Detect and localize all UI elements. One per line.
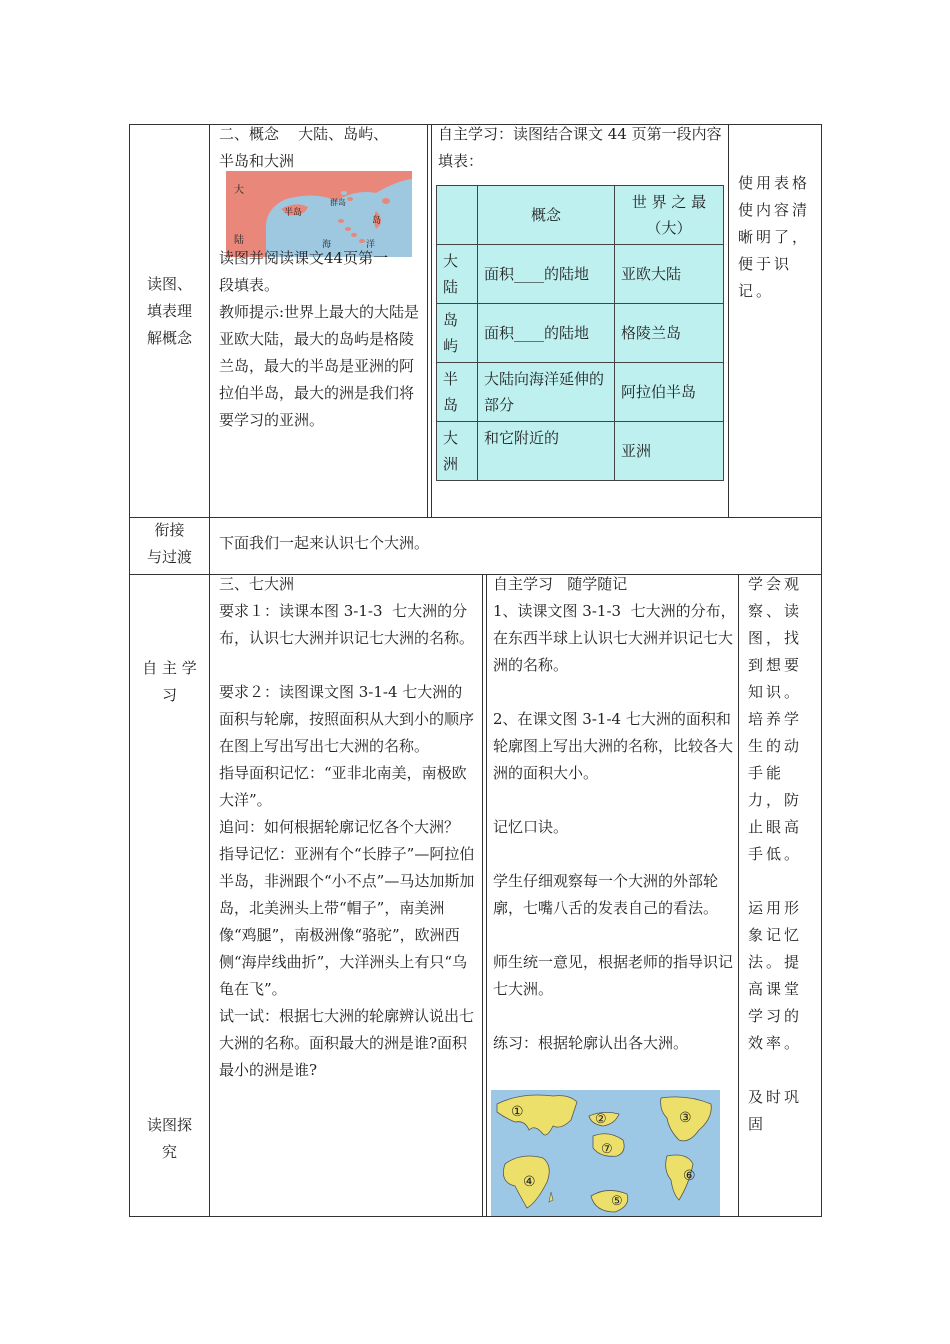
row-concept: 面积____的陆地 <box>478 245 615 304</box>
map-label-bandao: 半岛 <box>284 208 303 218</box>
row3-col3-divider <box>738 574 739 1217</box>
instruction-text: 读图并阅读课文44页第一 段填表。 <box>219 249 389 294</box>
table-row <box>437 245 724 304</box>
row3-label-top: 自 主 学 习 <box>142 659 197 704</box>
table-row <box>437 363 724 422</box>
row1-col2-divider-b <box>431 124 432 518</box>
transition-text: 下面我们一起来认识七个大洲。 <box>219 534 430 552</box>
row3-col2-divider-b <box>486 574 487 1217</box>
row1-label: 读图、 填表理 解概念 <box>146 275 192 347</box>
continents-outline-map <box>491 1090 720 1216</box>
continent-marker-5: ⑤ <box>611 1194 623 1209</box>
row3-design-note: 学会观察、读图，找到想要知识。 培养学生的动手能力，防止眼高手低。 运用形象记忆法。提高课堂学习的效率。 及时巩固 <box>748 575 803 1133</box>
table-row <box>437 422 724 481</box>
row3-col2-divider <box>482 574 483 1217</box>
table-row <box>437 304 724 363</box>
row-concept: 大陆向海洋延伸的部分 <box>478 363 615 422</box>
teacher-hint: 教师提示:世界上最大的大陆是亚欧大陆，最大的岛屿是格陵兰岛，最大的半岛是亚洲的阿拉伯半岛，最大的洲是我们将要学习的亚洲。 <box>219 303 420 429</box>
continents-student-text: 自主学习 随学随记 1、读课文图 3-1-3 七大洲的分布，在东西半球上认识七大洲并识记七大洲的名称。 2、在课文图 3-1-4 七大洲的面积和轮廓图上写出大洲的名称，比较各大洲的面积大小。 记忆口诀。 学生仔细观察每一个大洲的外部轮廓，七嘴八舌的发表自己的看法。 师生统一意见，根据老师的指导识记七大洲。 练习：根据轮廓认出各大洲。 <box>493 575 736 1052</box>
continents-teacher-text: 三、七大洲 要求１：读课本图 3-1-3 七大洲的分布，认识七大洲并识记七大洲的名称。 要求２：读图课文图 3-1-4 七大洲的面积与轮廓，按照面积从大到小的顺序在图上写出写出七大洲的名称。 指导面积记忆：“亚非北南美，南极欧大洋”。 追问：如何根据轮廓记忆各个大洲？ 指导记忆：亚洲有个“长脖子”—阿拉伯半岛，非洲跟个“小不点”—马达加斯加岛，北美洲头上带“帽子”，南美洲像“鸡腿”，南极洲像“骆驼”，欧洲西侧“海岸线曲折”，大洋洲头上有只“乌龟在飞”。 试一试：根据七大洲的轮廓辨认说出七大洲的名称。面积最大的洲是谁?面积最小的洲是谁? <box>219 575 475 1079</box>
map-label-yang: 洋 <box>366 240 376 250</box>
map-label-lu: 陆 <box>234 235 244 246</box>
table-bottom-border <box>129 1216 822 1217</box>
row-name: 大 陆 <box>437 245 478 304</box>
continent-marker-4: ④ <box>523 1174 536 1190</box>
row-name: 岛 屿 <box>437 304 478 363</box>
col1-divider <box>209 124 210 1217</box>
table-header-concept: 概念 <box>478 186 615 245</box>
row-concept: 和它附近的 <box>478 422 615 481</box>
row1-design-note: 使用表格使内容清晰明了，便于识记。 <box>738 174 811 300</box>
table-corner <box>437 186 478 245</box>
row-concept: 面积____的陆地 <box>478 304 615 363</box>
row1-col2-divider <box>427 124 428 518</box>
table-header-max: 世 界 之 最 （大） <box>615 186 724 245</box>
concept-title: 二、概念 大陆、岛屿、 半岛和大洲 <box>219 125 389 170</box>
right-border <box>821 124 822 1217</box>
row-name: 大 洲 <box>437 422 478 481</box>
map-label-hai: 海 <box>322 240 332 250</box>
continent-marker-2: ② <box>595 1112 607 1127</box>
row1-col3-divider <box>728 124 729 518</box>
continent-marker-6: ⑥ <box>683 1168 696 1184</box>
map-label-da: 大 <box>234 185 244 196</box>
row2-label: 衔接 与过渡 <box>146 521 192 566</box>
row-max: 亚欧大陆 <box>615 245 724 304</box>
continent-marker-1: ① <box>511 1104 524 1120</box>
map-label-dao: 岛 <box>372 216 382 226</box>
concept-table <box>436 185 724 481</box>
continent-marker-3: ③ <box>679 1110 692 1126</box>
row-max: 亚洲 <box>615 422 724 481</box>
row-name: 半 岛 <box>437 363 478 422</box>
row1-bottom-border <box>129 517 822 518</box>
row-max: 格陵兰岛 <box>615 304 724 363</box>
row-max: 阿拉伯半岛 <box>615 363 724 422</box>
self-study-title: 自主学习：读图结合课文 44 页第一段内容填表： <box>438 125 722 170</box>
row3-label-bottom: 读图探 究 <box>146 1116 192 1161</box>
continent-marker-7: ⑦ <box>601 1142 613 1157</box>
map-label-qundao: 群岛 <box>330 198 346 207</box>
